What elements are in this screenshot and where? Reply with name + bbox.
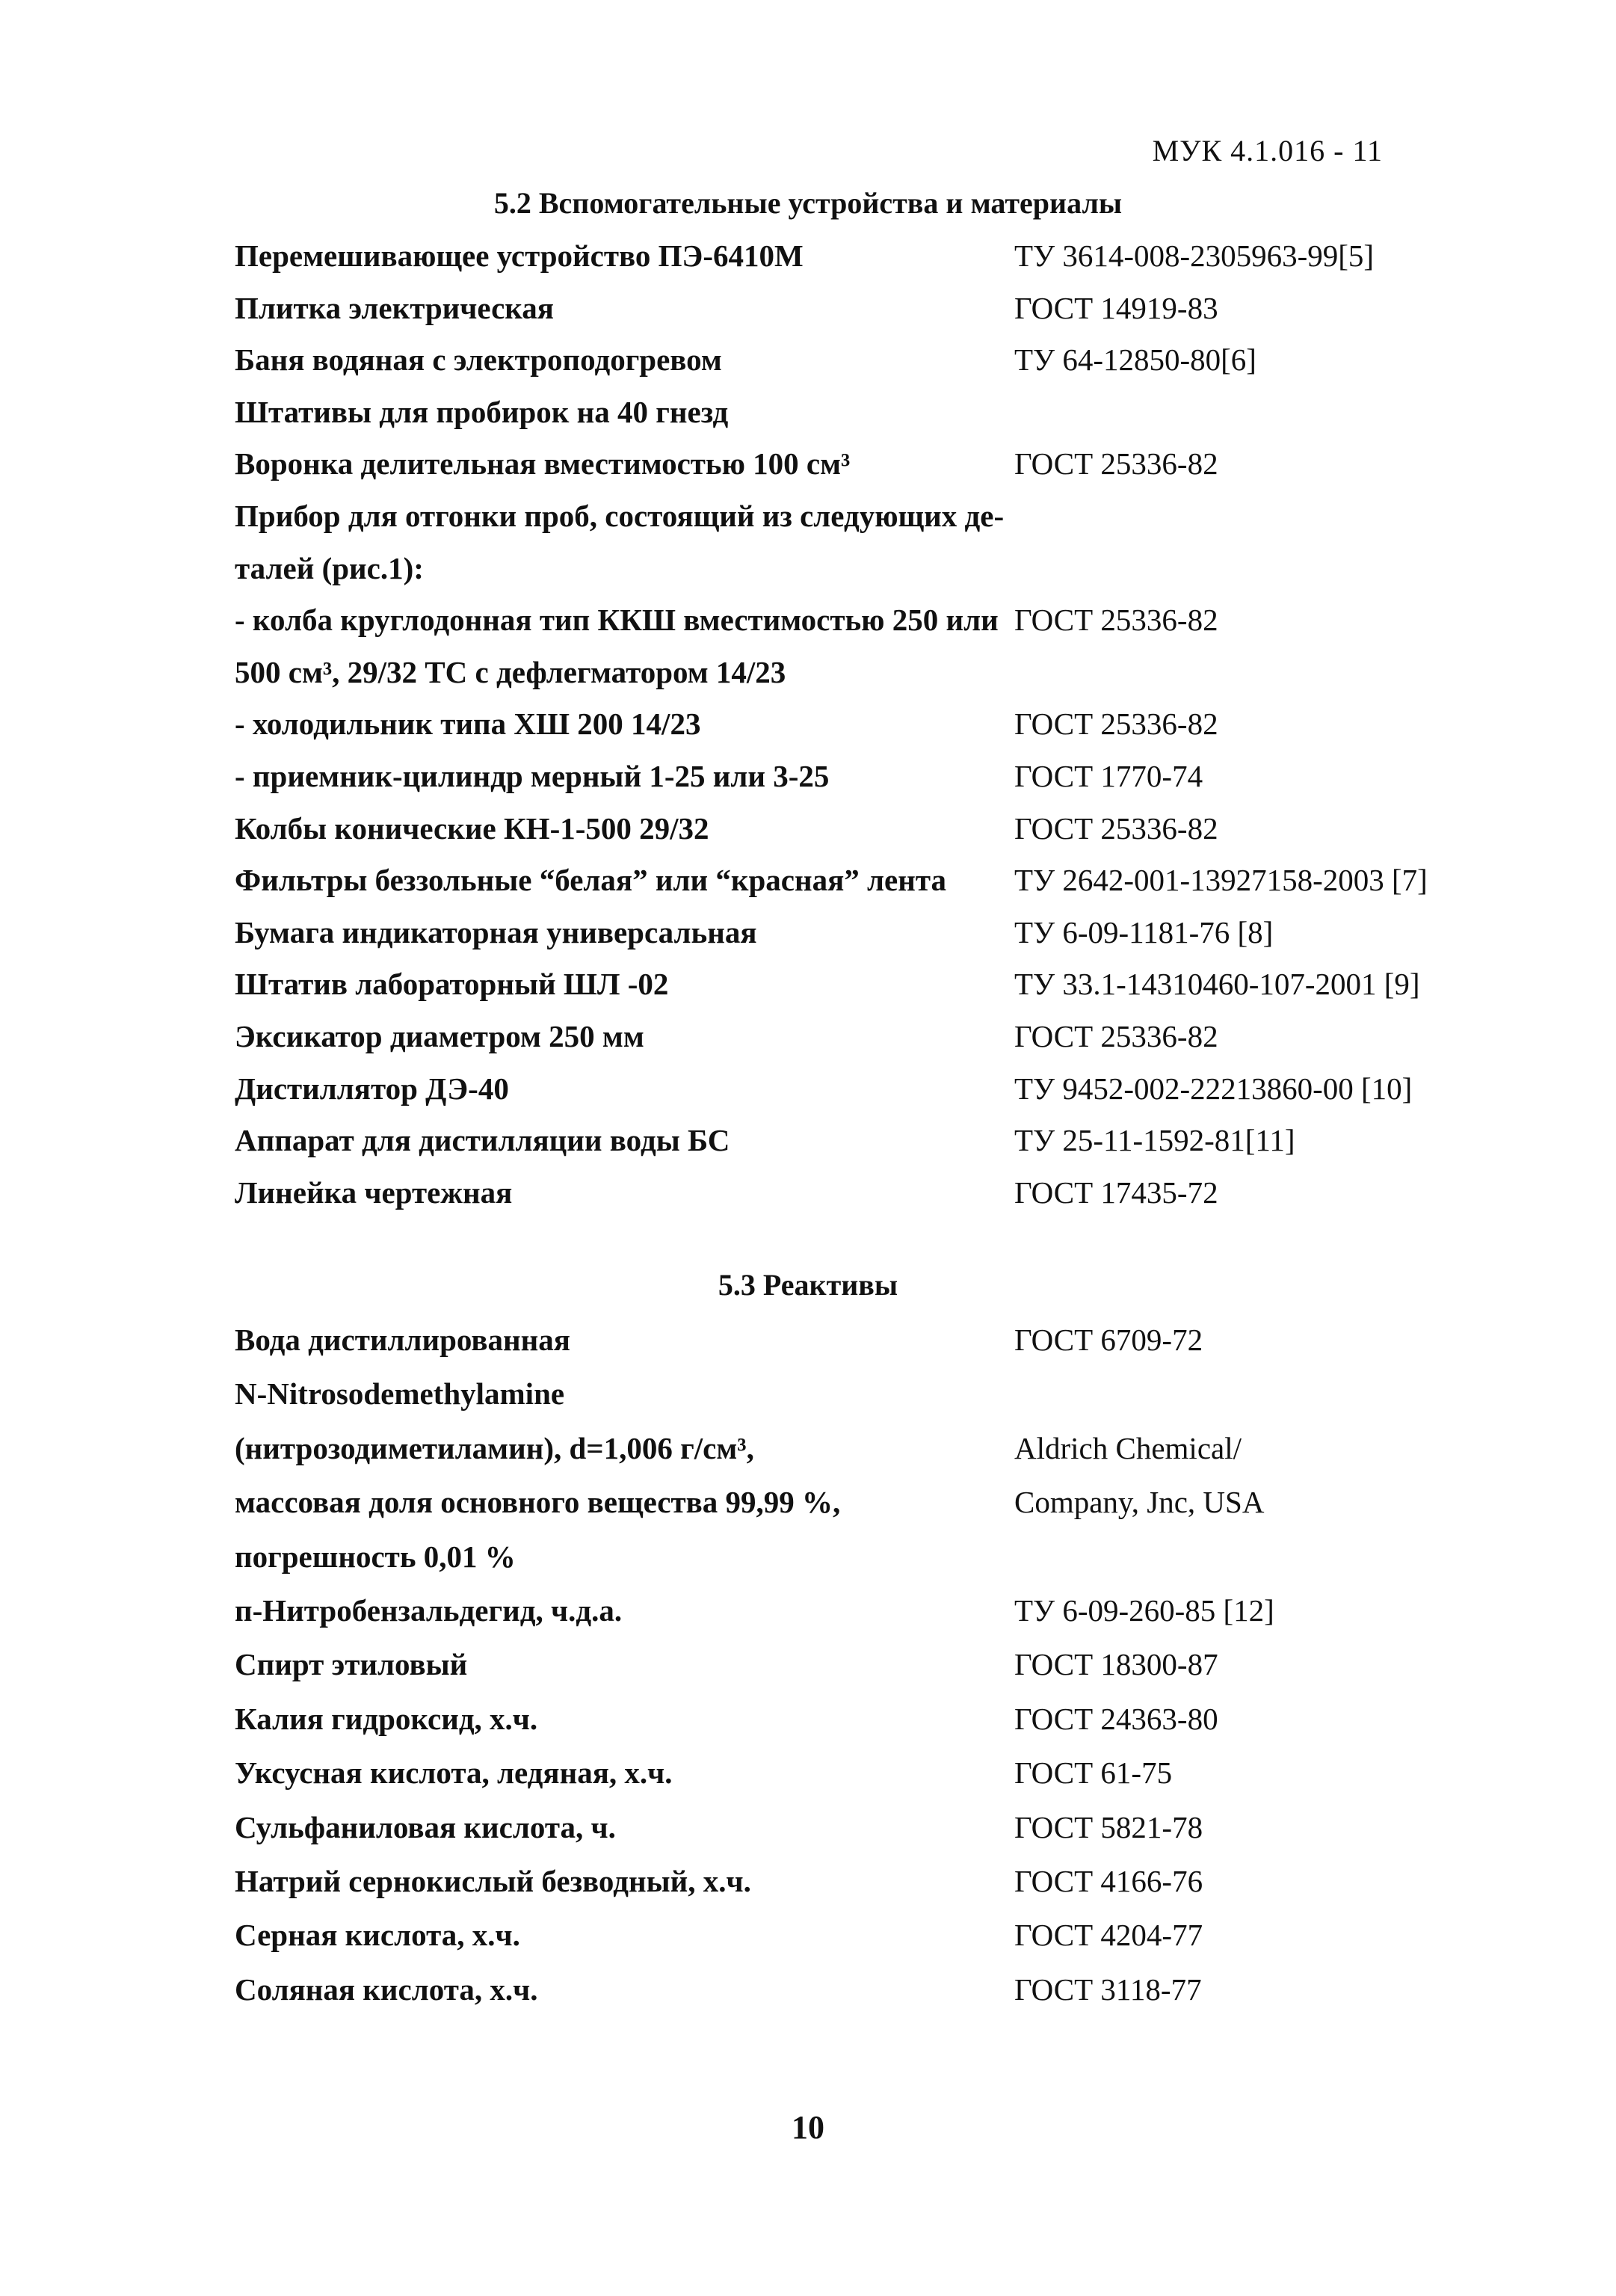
item-standard: ГОСТ 1770-74 [1014,759,1203,793]
item-standard: ТУ 64-12850-80[6] [1014,342,1256,377]
item-name: п-Нитробензальдегид, ч.д.а. [235,1593,623,1628]
item-standard: ГОСТ 17435-72 [1014,1175,1218,1210]
item-name: Плитка электрическая [235,291,554,325]
section-heading-reagents: 5.3 Реактивы [718,1268,898,1302]
table-row [0,238,1616,283]
table-row [0,706,1616,751]
table-row [0,394,1616,439]
table-row [0,966,1616,1011]
item-name: 500 см³, 29/32 ТС с дефлегматором 14/23 [235,655,786,689]
item-standard: ГОСТ 25336-82 [1014,1019,1218,1053]
table-row [0,1917,1616,1962]
table-row [0,1376,1616,1421]
document-code: МУК 4.1.016 - 11 [1152,134,1383,167]
item-standard: ТУ 6-09-1181-76 [8] [1014,915,1274,950]
item-name: Воронка делительная вместимостью 100 см³ [235,446,851,481]
item-name: Линейка чертежная [235,1175,513,1210]
item-name: Фильтры беззольные “белая” или “красная” лента [235,863,946,897]
item-standard: ТУ 9452-002-22213860-00 [10] [1014,1071,1413,1106]
item-standard: Aldrich Chemical/ [1014,1431,1242,1465]
item-name: - колба круглодонная тип ККШ вместимостью 250 или [235,603,999,637]
item-standard: Company, Jnc, USA [1014,1485,1265,1519]
item-name: Вода дистиллированная [235,1323,570,1357]
item-standard: ГОСТ 18300-87 [1014,1647,1218,1681]
item-name: погрешность 0,01 % [235,1539,516,1574]
table-row [0,290,1616,335]
item-standard: ГОСТ 61-75 [1014,1755,1173,1790]
table-row [0,1972,1616,2016]
table-row [0,654,1616,699]
item-name: Спирт этиловый [235,1647,468,1681]
table-row [0,342,1616,387]
page-number: 10 [792,2109,824,2146]
table-row [0,1484,1616,1529]
item-standard: ГОСТ 24363-80 [1014,1702,1218,1736]
table-row [0,498,1616,543]
table-row [0,602,1616,647]
item-name: Уксусная кислота, ледяная, х.ч. [235,1755,673,1790]
item-standard: ТУ 25-11-1592-81[11] [1014,1123,1295,1157]
item-name: Перемешивающее устройство ПЭ-6410М [235,238,804,273]
item-standard: ГОСТ 14919-83 [1014,291,1218,325]
item-standard: ГОСТ 25336-82 [1014,603,1218,637]
table-row [0,1592,1616,1637]
item-standard: ГОСТ 25336-82 [1014,707,1218,741]
table-row [0,914,1616,959]
table-row [0,758,1616,803]
item-name: - приемник-цилиндр мерный 1-25 или 3-25 [235,759,830,793]
item-standard: ТУ 3614-008-2305963-99[5] [1014,238,1375,273]
item-name: массовая доля основного вещества 99,99 %, [235,1485,841,1519]
table-row [0,1701,1616,1746]
item-standard: ГОСТ 25336-82 [1014,811,1218,846]
item-name: Натрий сернокислый безводный, х.ч. [235,1864,751,1898]
item-standard: ГОСТ 4166-76 [1014,1864,1203,1898]
item-name: Соляная кислота, х.ч. [235,1972,538,2007]
item-name: Эксикатор диаметром 250 мм [235,1019,644,1053]
item-name: Бумага индикаторная универсальная [235,915,757,950]
table-row [0,1755,1616,1800]
item-name: Аппарат для дистилляции воды БС [235,1123,730,1157]
table-row [0,1322,1616,1367]
item-standard: ГОСТ 6709-72 [1014,1323,1203,1357]
item-name: Штатив лабораторный ШЛ -02 [235,967,669,1001]
table-row [0,1863,1616,1908]
item-name: N-Nitrosodemethylamine [235,1376,565,1411]
table-row [0,1809,1616,1854]
table-row [0,1071,1616,1115]
item-name: Сульфаниловая кислота, ч. [235,1810,616,1844]
table-row [0,1175,1616,1219]
item-name: Колбы конические КН-1-500 29/32 [235,811,709,846]
item-name: Штативы для пробирок на 40 гнезд [235,395,729,429]
item-standard: ГОСТ 5821-78 [1014,1810,1203,1844]
item-name: Калия гидроксид, х.ч. [235,1702,538,1736]
item-name: - холодильник типа ХШ 200 14/23 [235,707,701,741]
item-standard: ТУ 2642-001-13927158-2003 [7] [1014,863,1428,897]
item-standard: ТУ 33.1-14310460-107-2001 [9] [1014,967,1420,1001]
item-standard: ТУ 6-09-260-85 [12] [1014,1593,1274,1628]
table-row [0,1646,1616,1691]
table-row [0,1539,1616,1583]
table-row [0,1122,1616,1167]
table-row [0,550,1616,595]
table-row [0,1018,1616,1063]
item-standard: ГОСТ 3118-77 [1014,1972,1202,2007]
table-row [0,1430,1616,1475]
item-name: (нитрозодиметиламин), d=1,006 г/см³, [235,1431,754,1465]
item-standard: ГОСТ 4204-77 [1014,1918,1203,1952]
item-name: талей (рис.1): [235,551,424,585]
table-row [0,862,1616,907]
table-row [0,446,1616,490]
item-name: Дистиллятор ДЭ-40 [235,1071,509,1106]
item-name: Прибор для отгонки проб, состоящий из следующих де- [235,499,1005,533]
table-row [0,810,1616,855]
item-name: Баня водяная с электроподогревом [235,342,722,377]
item-name: Серная кислота, х.ч. [235,1918,520,1952]
section-heading-auxiliary-devices: 5.2 Вспомогательные устройства и материалы [493,186,1123,220]
item-standard: ГОСТ 25336-82 [1014,446,1218,481]
